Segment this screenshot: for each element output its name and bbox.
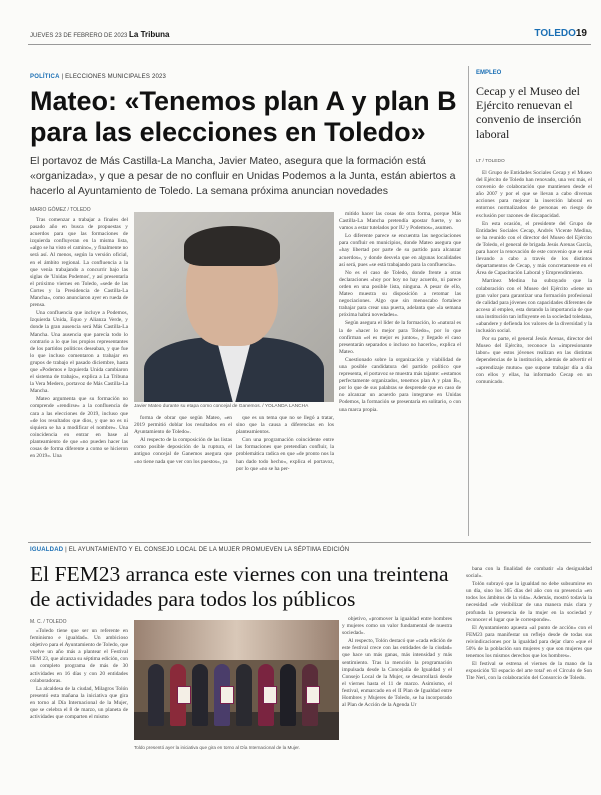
second-kicker-section: IGUALDAD: [30, 547, 64, 553]
header-rule: [28, 44, 591, 45]
main-body-col3: [236, 415, 334, 535]
side-byline: LT / TOLEDO: [476, 159, 505, 164]
main-photo-javier-mateo: [134, 212, 334, 402]
main-deck: El portavoz de Más Castilla-La Mancha, Javier Mateo, asegura que la formación está «organizada», y que a pesar de no confluir en Unidas Podemos a la Junta, están abiertos a hacerlo al Ayuntamiento de Toledo. La semana próxima anuncian novedades: [30, 155, 456, 197]
side-headline: Cecap y el Museo del Ejército renuevan el convenio de inserción laboral: [476, 84, 582, 141]
paragraph: Cuestionado sobre la organización y viabilidad de una posible candidatura del partido político que representa, el portavoz se muestra más tajante: «estamos perfectamente organizados, tenemos plan A y plan B», por lo que de sus palabras se desprende que en caso de no alcanzar un acuerdo para integrarse en Unidas Podemos, la formación se presentaría en solitario, o con una marca propia.: [339, 356, 461, 413]
second-body-col2: [342, 616, 452, 758]
main-kicker-section: POLÍTICA: [30, 74, 60, 80]
header-date: JUEVES 23 DE FEBRERO DE 2023: [30, 33, 128, 39]
second-byline: M. C. / TOLEDO: [30, 619, 67, 625]
second-kicker: IGUALDAD | EL AYUNTAMIENTO Y EL CONSEJO LOCAL DE LA MUJER PROMUEVEN LA SÉPTIMA EDICIÓN: [30, 547, 350, 553]
side-kicker: EMPLEO: [476, 70, 502, 76]
paragraph: Una confluencia que incluye a Podemos, Izquierda Unida, Equo y Alianza Verde, y donde la gran ausencia será Más Castilla-La Mancha. Una ausencia que parecía todo lo contrario a lo que los propios representantes de los partidos políticos deseaban, y que fue lo que incluso comentaron a trabajar en grupos de trabajo el pasado diciembre, hasta que «Podemos e Izquierda Unida cambiaron el sistema de trabajo», explica a La Tribuna la Vera Medero, portavoz de Más Castilla-La Mancha.: [30, 310, 128, 395]
paragraph: objetivo, «promover la igualdad entre hombres y mujeres como un valor fundamental de nuestra sociedad».: [342, 616, 452, 637]
main-body-col2: [134, 415, 232, 535]
main-photo-caption: Javier Mateo durante su etapa como concejal de Ganemos. / YOLANDA LANCHA: [134, 404, 309, 409]
page-number: 19: [575, 28, 587, 39]
paragraph: El Grupo de Entidades Sociales Cecap y el Museo del Ejército de Toledo han renovado, una vez más, el convenio de colaboración que mantienen desde el año 2007 y por el que se llevan a cabo diversas acciones para mejorar la inserción laboral en entornos normalizados de personas en riesgo de exclusión por razones de discapacidad.: [476, 170, 592, 219]
paper-name: La Tribuna: [129, 30, 170, 39]
paragraph: Según asegura el líder de la formación, lo «natural es la de «hacer lo mejor para Toledo», por lo que confirman «el es mejor es juntos», y llegado el caso presentarán separados o incluso no hacerlo», explica el Mateo.: [339, 320, 461, 355]
paragraph: Al respecto, Tolón destacó que «cada edición de este festival crece con las entidades de la ciudad» que hace un más ganas, más intensidad y más sentimiento. Tras la mención la programación impulsada desde la Concejalía de Igualdad y el Consejo Local de la Mujer, se desarrollará desde el viernes hasta el 11 de marzo. Asimismo, el festival, enmarcado en el II Plan de Igualdad entre Hombres y Mujeres de Toledo, se ha incorporado al Plan de Acción de la Agenda Ur: [342, 638, 452, 709]
paragraph: El Ayuntamiento apuesta «al punto de acción» con el FEM23 para manifestar un reflejo desde de todas sus reivindicaciones por la igualdad para dejar claro «que el 50% de la población son mujeres y que son mujeres que tenemos los mismos derechos que los hombres».: [466, 624, 592, 660]
paragraph: Mateo argumenta que su formación no comprende «rendirse» a la confluencia de cara a las elecciones de 2019, incluso que «de los resultados que dios, y que no es ni siquiera se ha a modificar el nombre». Una coincidencia en entrar en base al planteamiento de que «no pueden hacer las cosas de forma diferente a como se hicieron en 2019». Una: [30, 396, 128, 460]
paragraph: «Toledo tiene que ser un referente en feminismo e igualdad». Un ambicioso objetivo para el Ayuntamiento de Toledo, que vuelve un año más a plantear el Festival FEM 23, que alcanza su séptima edición, con un completo programa de más de 30 actividades en 16 días y con 20 entidades colaboradoras.: [30, 628, 128, 684]
paragraph: En esta ocasión, el presidente del Grupo de Entidades Sociales Cecap, Andrés Vicente Medina, se ha reunido con el director del Museo del Ejército de Toledo, el general de brigada Jesús Arenas García, para hacer la renovación de este convenio que se está llevando a cabo a través de los distintos departamentos de Cecap, y más concretamente en el Área de Capacitación Laboral y Emprendimiento.: [476, 220, 592, 277]
paragraph: bana con la finalidad de combatir «la desigualdad social».: [466, 566, 592, 580]
paragraph: Tolón subrayó que la igualdad no debe subsumirse en un día, sino los 365 días del año con su presencia «en todos los ámbitos de la vida». Además, mostró todavía la necesidad «de visibilizar de una manera más clara y profunda la presencia de la mujer en la sociedad y reconocer el lugar que le corresponde».: [466, 581, 592, 623]
main-body-col4: [339, 211, 461, 534]
paragraph: Martínez Medina ha subrayado que la colaboración con el Museo del Ejército «tiene un gran valor para garantizar una formación profesional de calidad para jóvenes con capacidades diferentes de acceso al empleo, esta dotando la importancia de que una institución tan influyente en la sociedad toledana, «abandere y defienda los valores de la diversidad y la inclusión social.: [476, 278, 592, 335]
main-kicker-topic: ELECCIONES MUNICIPALES 2023: [65, 74, 167, 80]
section-name: TOLEDO: [534, 28, 576, 39]
main-headline: Mateo: «Tenemos plan A y plan B para las elecciones en Toledo»: [30, 86, 457, 147]
side-body: [476, 170, 592, 536]
main-kicker: POLÍTICA | ELECCIONES MUNICIPALES 2023: [30, 74, 167, 80]
paragraph: No es el caso de Toledo, donde frente a otras declaraciones «hoy por hoy no hay acuerdo, ni parece orden en una posible lista, ninguna. A pesar de ello, Mateo muestra su disposición a retomar las negociaciones. Algo que sin menoscabo fortalece trabajar para crear una puerta, adelanta que «la semana próxima habrá novedades».: [339, 269, 461, 319]
section-rule: [28, 542, 591, 543]
header-date-line: [30, 30, 170, 39]
second-headline: El FEM23 arranca este viernes con una treintena de actividades para todos los públicos: [30, 562, 449, 611]
paragraph: Con una programación coincidente entre las formaciones que pretendían confluir, la problemática radica en que «de pronto nos la han dado todo hecho», explica el portavoz, por lo que «no se ha per-: [236, 437, 334, 472]
paragraph: La alcaldesa de la ciudad, Milagros Tolón presentó esta mañana la iniciativa que gira en torno al Día Internacional de la Mujer, que se celebra el 8 de marzo, un planeta de actividades que comparten el mismo: [30, 685, 128, 721]
paragraph: que es un tema que no se llegó a tratar, sino que la causa a diferencias en los planteamientos.: [236, 415, 334, 436]
paragraph: mitido hacer las cosas de otra forma, porque Más Castilla-La Mancha pretendía apostar fuerte, y no vamos a estar tutelados por IU y Podemos», asumen.: [339, 211, 461, 232]
second-photo-caption: Toldo presentó ayer la iniciativa que gira en torno al Día Internacional de la Mujer.: [134, 745, 300, 750]
second-photo-group: [134, 620, 339, 740]
paragraph: El festival se estrena el viernes de la mano de la exposición 'El espacio del arte total' en el Círculo de Son Tite Neri, con la colaboración del Consorcio de Toledo.: [466, 661, 592, 682]
main-body-col1: [30, 217, 128, 535]
paragraph: Tras comenzar a trabajar a finales del pasado año en busca de propuestas y acuerdos para que las formaciones de izquierda confluyeran en la misma lista, «algo se ha visto el camino», y finalmente no será así. Al menos, según la versión oficial, en el ámbito regional. La confluencia a la que venía trabajando a concurrir bajo las siglas de 'Unidas Podemos', y así presentarla el próximo viernes en Toledo, «sede de las Cortes y la Presidencia de Castilla-La Mancha», como anunciaron ayer en rueda de prensa.: [30, 217, 128, 309]
second-kicker-topic: EL AYUNTAMIENTO Y EL CONSEJO LOCAL DE LA MUJER PROMUEVEN LA SÉPTIMA EDICIÓN: [68, 547, 350, 553]
header-section: [534, 28, 587, 39]
column-divider: [468, 66, 469, 536]
paragraph: Por su parte, el general Jesús Arenas, director del Museo del Ejército, reconoce la «impresionante labor» que estos jóvenes realizan en las distintas dependencias de la institución, además de advertir el «aprendizaje mutuo» que supone trabajar día a día con ellos y ellas, ha informado Cecap en un comunicado.: [476, 336, 592, 385]
second-body-col3: [466, 566, 592, 758]
paragraph: Al respecto de la composición de las listas como posible deposición de la ruptura, el antiguo concejal de Ganemos asegura que «no tiene nada que ver con los puestos», ya: [134, 437, 232, 465]
main-byline: MARIO GÓMEZ / TOLEDO: [30, 207, 91, 213]
paragraph: forma de obrar que según Mateo, «en 2019 permitió doblar los resultados en el Ayuntamiento de Toledo».: [134, 415, 232, 436]
page-header: [0, 0, 601, 44]
second-body-col1: [30, 628, 128, 746]
paragraph: Lo diferente parece se encuentra las negociaciones para confluir en municipios, donde Mateo asegura que «hay libertad por parte de su partido para alcanzar acuerdos», y donde desvela que en algunas localidades así será, pues «se está trabajando para la confluencia».: [339, 233, 461, 268]
